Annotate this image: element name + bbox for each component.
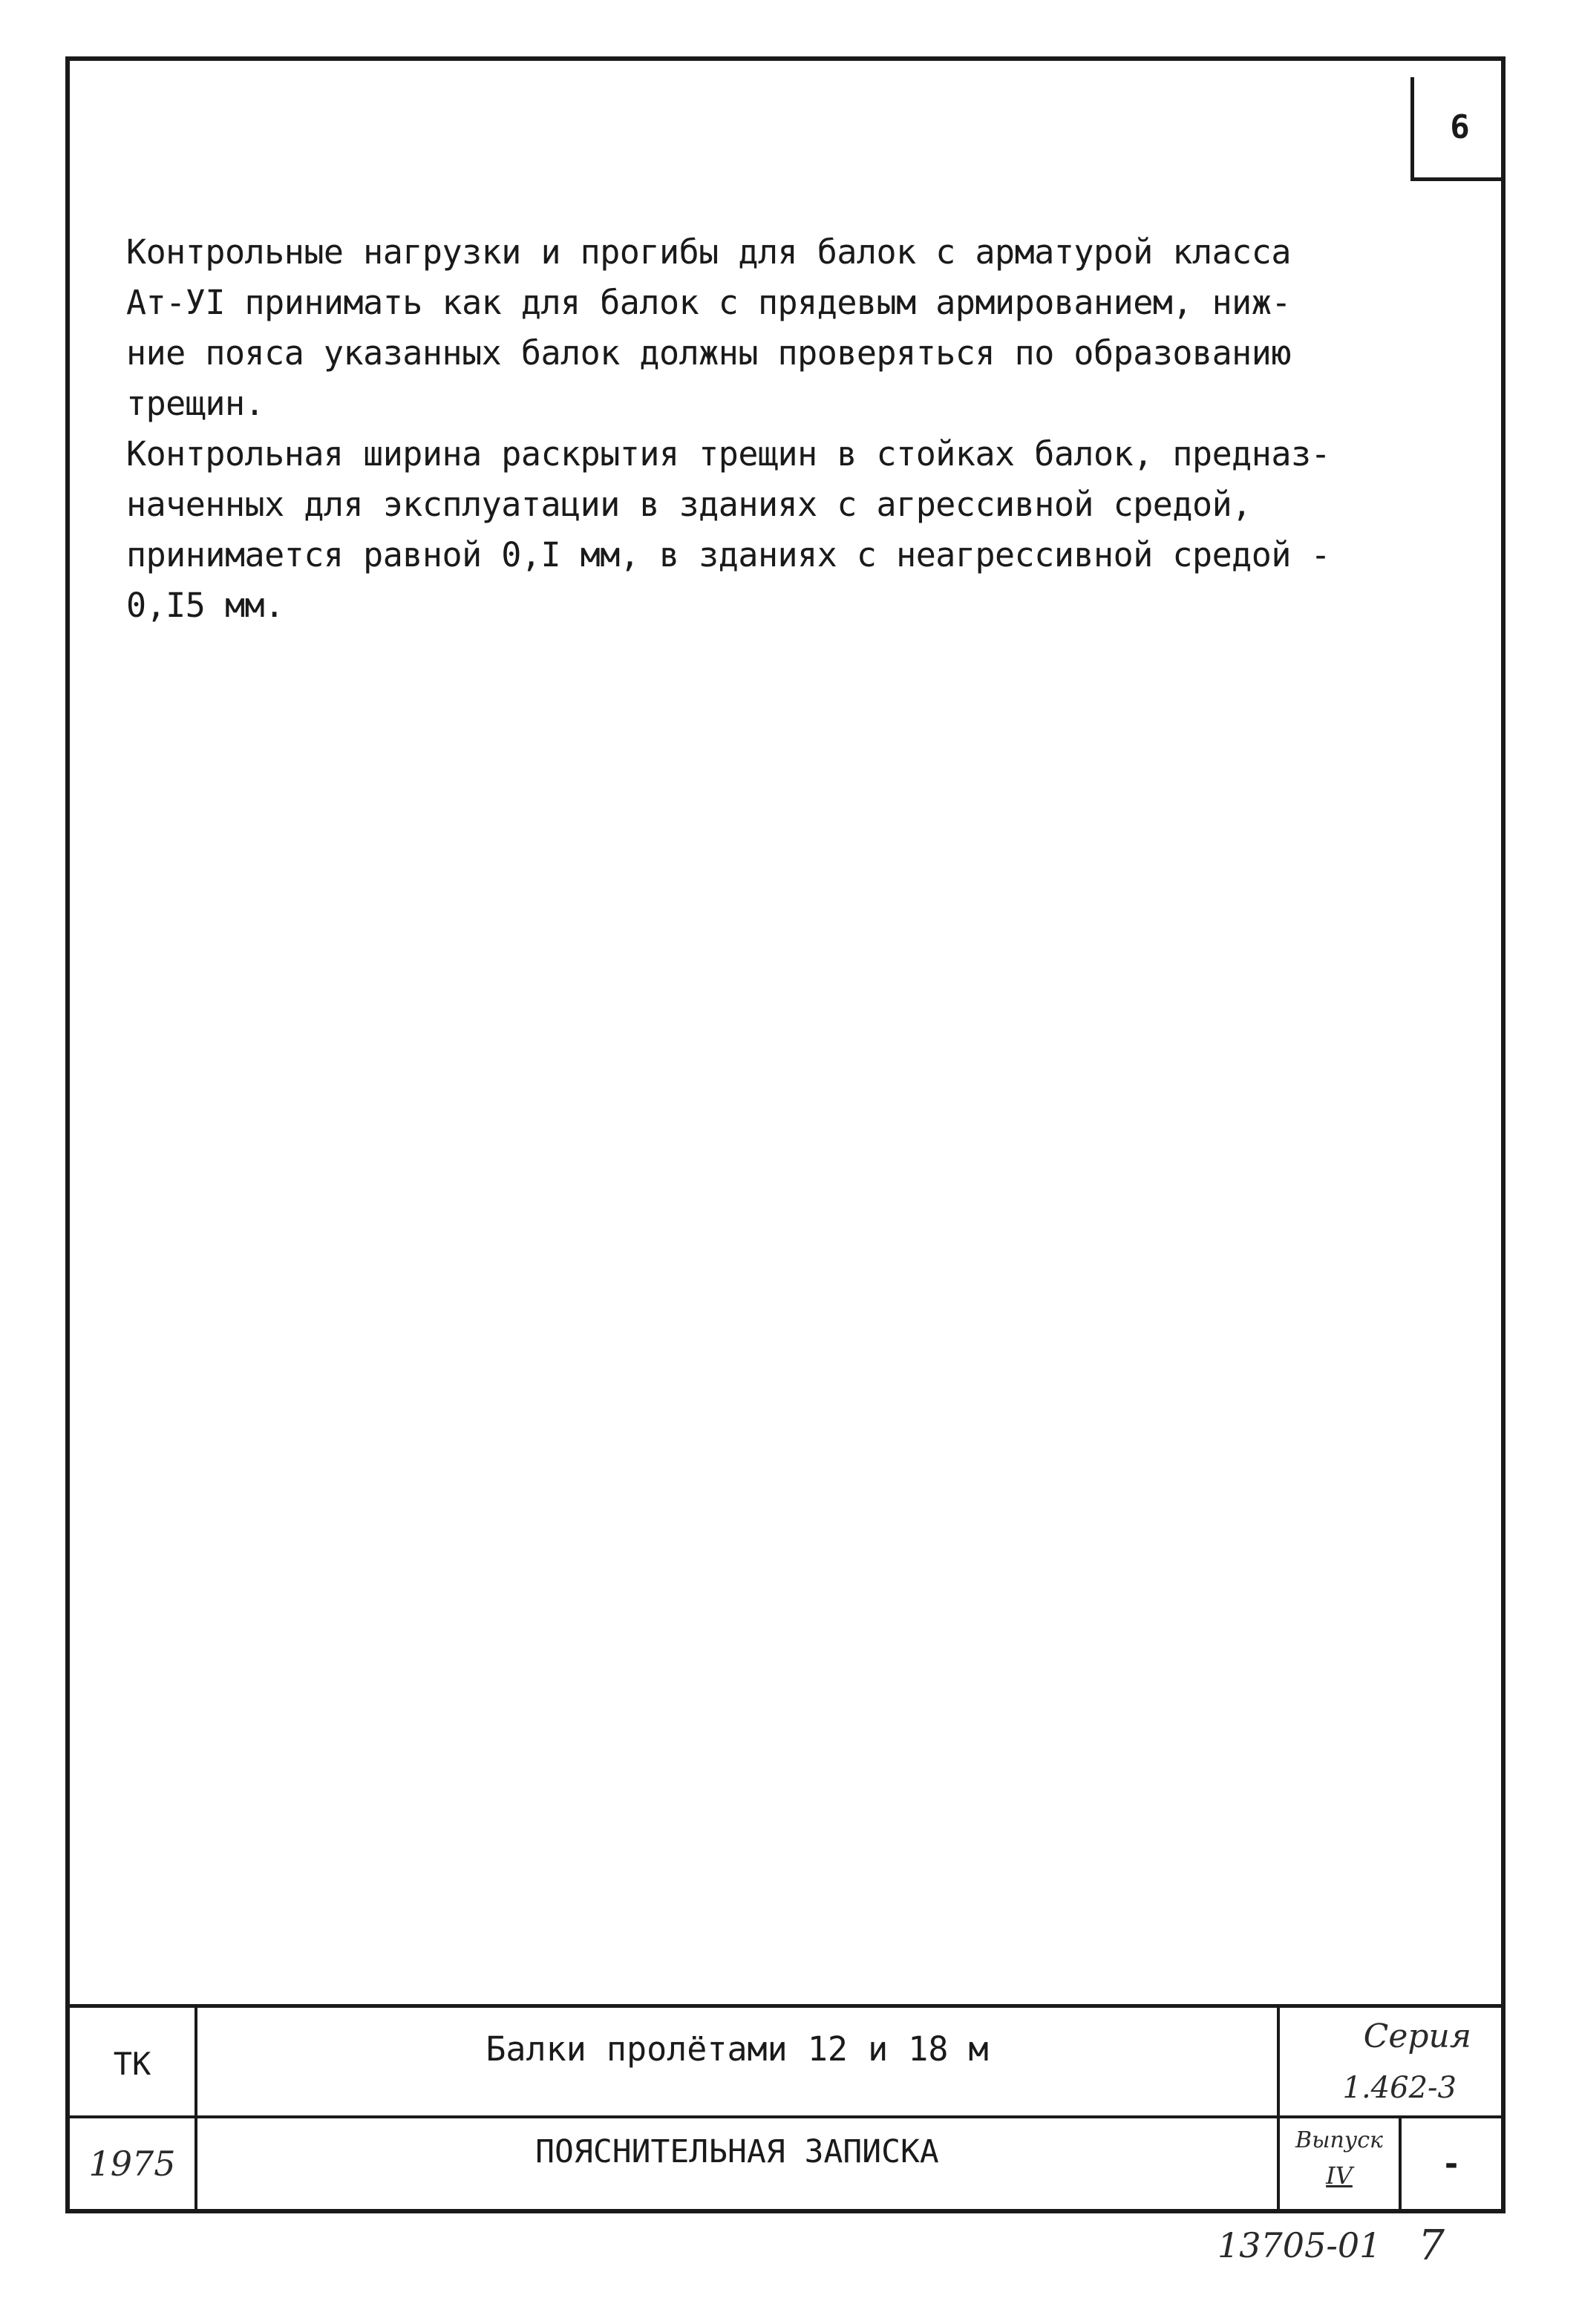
issue-label: Выпуск <box>1295 2127 1383 2153</box>
org-code: ТК <box>113 2045 151 2082</box>
series-value: 1.462-3 <box>1342 2071 1457 2105</box>
issue-value: IV <box>1326 2161 1353 2190</box>
text-line: Контрольные нагрузки и прогибы для балок с арматурой класса <box>126 232 1291 272</box>
explanatory-text <box>126 227 1418 631</box>
text-line: принимается равной 0,I мм, в зданиях с неагрессивной средой - <box>126 535 1331 575</box>
series-label: Серия <box>1363 2017 1471 2055</box>
text-line: Ат-УI принимать как для балок с прядевым армированием, ниж- <box>126 283 1291 322</box>
text-line: Контрольная ширина раскрытия трещин в стойках балок, предназ- <box>126 434 1331 474</box>
sheet-value: - <box>1441 2144 1462 2183</box>
text-line: трещин. <box>126 384 265 423</box>
document-type: ПОЯСНИТЕЛЬНАЯ ЗАПИСКА <box>535 2133 939 2170</box>
page-number: 6 <box>1410 77 1506 181</box>
text-line: ние пояса указанных балок должны проверяться по образованию <box>126 333 1291 373</box>
year: 1975 <box>88 2144 176 2184</box>
document-title: Балки пролётами 12 и 18 м <box>486 2029 989 2069</box>
text-line: 0,I5 мм. <box>126 586 284 625</box>
catalog-number-value: 13705-01 <box>1217 2225 1382 2265</box>
catalog-number <box>1217 2219 1514 2271</box>
catalog-number-suffix: 7 <box>1418 2221 1445 2270</box>
text-line: наченных для эксплуатации в зданиях с агрессивной средой, <box>126 485 1252 524</box>
title-block <box>70 2004 1501 2209</box>
